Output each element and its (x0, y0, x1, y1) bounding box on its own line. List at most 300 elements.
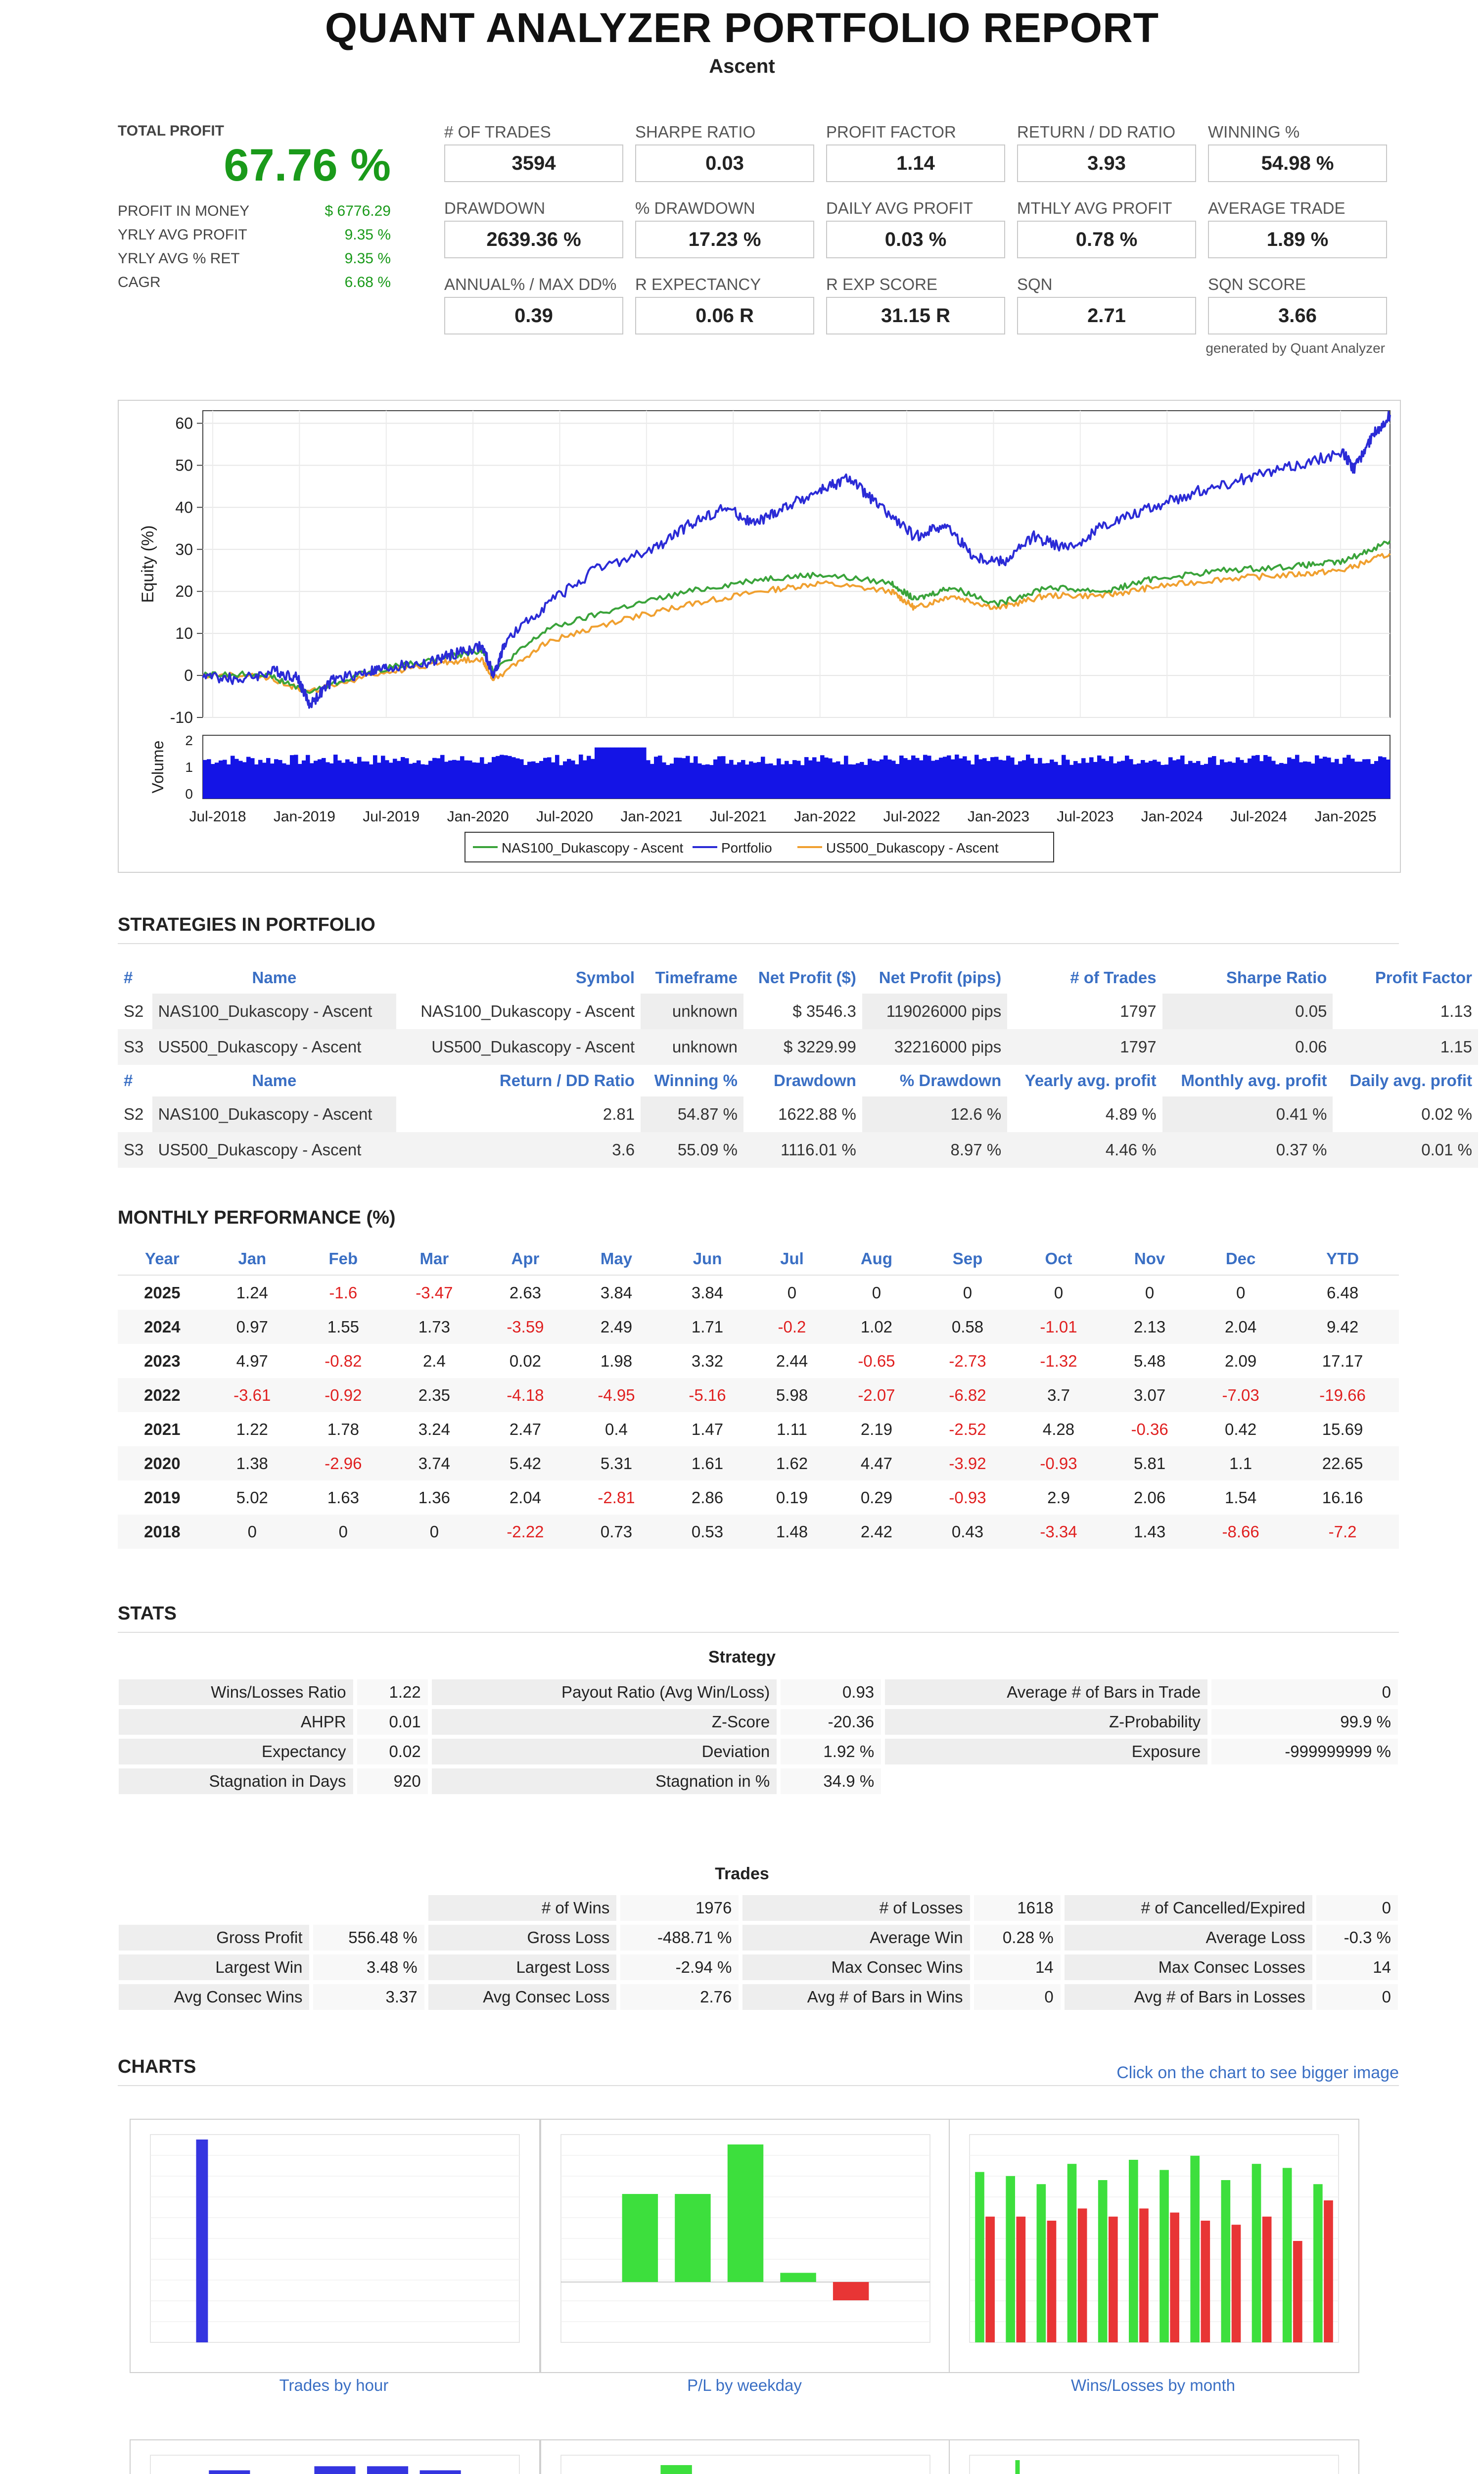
volume-bar (943, 757, 947, 799)
volume-bar (828, 759, 833, 799)
volume-bar (955, 755, 959, 799)
y-tick-label: 0 (184, 666, 193, 685)
volume-bar (872, 761, 876, 799)
volume-bar (610, 748, 615, 799)
volume-bar (242, 762, 247, 799)
bigger-image-link[interactable]: Click on the chart to see bigger image (1116, 2063, 1399, 2082)
volume-bar (1339, 764, 1343, 799)
thumb-loss-bar (1293, 2241, 1302, 2342)
volume-bar (1002, 761, 1007, 799)
thumb-win-bar (1037, 2184, 1046, 2342)
col-header: Daily avg. profit (1349, 1071, 1472, 1090)
volume-bar (733, 764, 738, 799)
thumbnail-svg (541, 2120, 950, 2372)
thumb-loss-bar (1047, 2221, 1057, 2342)
volume-bar (357, 757, 362, 799)
col-header: Feb (298, 1243, 389, 1275)
volume-bar (567, 759, 571, 799)
volume-bar (638, 748, 643, 799)
volume-bar (725, 763, 730, 799)
volume-bar (314, 761, 318, 799)
volume-bar (333, 755, 338, 799)
volume-bar (678, 758, 682, 799)
volume-bar (1271, 761, 1276, 799)
volume-bar (998, 760, 1003, 799)
volume-bar (646, 760, 650, 799)
volume-bar (270, 763, 275, 799)
volume-bar (765, 764, 769, 799)
thumb-win-bar (1016, 2460, 1020, 2474)
volume-bar (1358, 761, 1363, 799)
volume-bar (215, 762, 219, 799)
volume-bar (1026, 755, 1030, 799)
volume-bar (796, 761, 801, 799)
volume-bar (575, 764, 579, 799)
strategies-table-1 (118, 962, 1478, 1168)
thumb-bar (833, 2282, 869, 2300)
volume-bar (381, 756, 385, 799)
volume-bar (480, 757, 484, 799)
volume-bar (606, 748, 611, 799)
x-tick-label: Jul-2024 (1230, 809, 1288, 825)
volume-bar (515, 759, 520, 799)
table-row: 2018 0 0 0 -2.22 0.73 0.53 1.48 2.42 0.43 -3.34 1.43 -8.66 -7.2 (118, 1515, 1399, 1549)
volume-bar (891, 761, 896, 799)
col-header: Year (118, 1243, 207, 1275)
col-header: Net Profit ($) (758, 968, 856, 987)
volume-bar (820, 755, 825, 799)
thumb-win-bar (1283, 2168, 1292, 2342)
thumb-bar (196, 2140, 208, 2342)
strategy-stats-table (115, 1675, 1402, 1798)
volume-bar (500, 755, 504, 799)
volume-bar (923, 755, 928, 799)
thumbnail-svg (131, 2120, 539, 2372)
table-row: Avg Consec Wins 3.37 Avg Consec Loss 2.76 Avg # of Bars in Wins 0 Avg # of Bars in Losses 0 (119, 1984, 1398, 2010)
table-row: 2021 1.22 1.78 3.24 2.47 0.4 1.47 1.11 2.19 -2.52 4.28 -0.36 0.42 15.69 (144, 1420, 1363, 1438)
summary-row: YRLY AVG % RET 9.35 % (118, 250, 391, 267)
table-row: 2019 5.02 1.63 1.36 2.04 -2.81 2.86 0.19 0.29 -0.93 2.9 2.06 1.54 16.16 (144, 1488, 1363, 1507)
volume-bar (527, 762, 532, 799)
volume-bar (1141, 760, 1145, 799)
x-tick-label: Jul-2022 (883, 809, 940, 825)
volume-bar (1089, 757, 1094, 799)
volume-bar (1062, 755, 1066, 799)
col-header: % Drawdown (899, 1071, 1002, 1090)
volume-bar (812, 757, 817, 799)
volume-bar (1137, 763, 1141, 799)
volume-bar (666, 765, 670, 799)
stats-title: STATS (118, 1603, 177, 1624)
volume-bar (1117, 761, 1121, 799)
table-row: S3 US500_Dukascopy - Ascent US500_Dukascopy - Ascent unknown $ 3229.99 32216000 pips 1797 0.06 1.15 (118, 1029, 1478, 1065)
volume-bar (234, 759, 239, 799)
volume-bar (599, 748, 603, 799)
thumb-loss-bar (1201, 2221, 1210, 2342)
volume-bar (880, 760, 884, 799)
col-header: Profit Factor (1375, 968, 1472, 987)
volume-bar (1066, 760, 1070, 799)
volume-bar (211, 764, 215, 799)
volume-bar (238, 761, 243, 799)
metric-profit-factor: PROFIT FACTOR 1.14 (826, 123, 1005, 182)
metric-sqn: SQN 2.71 (1017, 275, 1196, 334)
volume-bar (428, 761, 433, 799)
thumb-loss-bar (1262, 2217, 1272, 2342)
volume-bar (401, 757, 405, 799)
thumb-bar (367, 2466, 408, 2474)
x-tick-label: Jul-2020 (536, 809, 594, 825)
volume-bar (436, 758, 441, 799)
volume-bar (994, 757, 999, 799)
volume-bar (444, 761, 449, 799)
volume-bar (1382, 757, 1387, 799)
volume-bar (603, 748, 607, 799)
volume-bar (1010, 758, 1015, 799)
volume-bar (1244, 763, 1248, 799)
volume-bar (468, 761, 472, 799)
volume-bar (642, 748, 647, 799)
volume-tick-label: 2 (185, 733, 193, 748)
volume-bar (1149, 761, 1153, 799)
legend-item: US500_Dukascopy - Ascent (826, 840, 999, 856)
thumb-win-bar (975, 2172, 984, 2342)
col-header: # (124, 1071, 133, 1090)
metric-monthly-avg: MTHLY AVG PROFIT 0.78 % (1017, 199, 1196, 258)
volume-bar (278, 760, 282, 799)
volume-bar (310, 763, 314, 799)
volume-bar (322, 758, 326, 799)
volume-bar (1252, 756, 1256, 799)
volume-bar (1354, 761, 1359, 799)
volume-bar (1160, 765, 1165, 799)
volume-bar (1058, 765, 1062, 799)
thumb-bar (209, 2471, 250, 2474)
volume-bar (325, 762, 330, 799)
chart-caption[interactable]: Wins/Losses by month (1071, 2376, 1235, 2394)
volume-bar (848, 764, 852, 799)
volume-ticks (185, 733, 193, 802)
volume-bar (373, 755, 377, 799)
volume-bar (1145, 762, 1149, 799)
volume-bar (634, 748, 639, 799)
metric-winning: WINNING % 54.98 % (1208, 123, 1387, 182)
chart-thumbnail[interactable] (949, 2119, 1359, 2373)
volume-bar (737, 762, 742, 799)
volume-bar (1196, 761, 1201, 799)
volume-bar (963, 756, 967, 799)
col-header: YTD (1286, 1243, 1399, 1275)
volume-bar (1255, 755, 1260, 799)
volume-bar (721, 756, 726, 799)
chart-caption[interactable]: P/L by weekday (687, 2376, 802, 2394)
x-tick-label: Jan-2021 (620, 809, 683, 825)
thumbnail-svg (950, 2440, 1358, 2474)
x-tick-label: Jan-2023 (967, 809, 1030, 825)
chart-caption[interactable]: Trades by hour (279, 2376, 389, 2394)
trades-stats-table (115, 1891, 1402, 2014)
thumb-plot-area (561, 2455, 930, 2474)
volume-bar (488, 762, 492, 799)
volume-bar (694, 756, 698, 799)
report-subtitle: Ascent (709, 55, 775, 77)
x-tick-label: Jan-2022 (794, 809, 856, 825)
thumb-win-bar (1313, 2184, 1323, 2342)
volume-bar (595, 748, 599, 799)
volume-bar (1069, 765, 1074, 799)
volume-bar (440, 755, 445, 799)
volume-bar (1216, 765, 1220, 799)
table-row: # of Wins 1976 # of Losses 1618 # of Cancelled/Expired 0 (119, 1895, 1398, 1921)
volume-bar (1279, 763, 1284, 799)
monthly-table (118, 1243, 1399, 1549)
thumb-loss-bar (1170, 2213, 1179, 2342)
volume-bar (899, 756, 904, 799)
volume-bar (492, 757, 496, 799)
col-header: # (124, 968, 133, 987)
thumb-bar (622, 2194, 658, 2282)
volume-bar (1346, 755, 1351, 799)
volume-bar (876, 761, 880, 799)
x-tick-label: Jul-2019 (363, 809, 420, 825)
volume-bar (1275, 764, 1280, 799)
volume-bar (686, 756, 690, 799)
volume-bar (1323, 757, 1327, 799)
volume-bar (788, 764, 793, 799)
volume-bar (282, 763, 286, 799)
y-tick-label: 20 (175, 582, 193, 601)
y-tick-label: 10 (175, 624, 193, 643)
col-header: Jun (662, 1243, 753, 1275)
volume-bar (405, 758, 409, 799)
volume-bar (1331, 762, 1335, 799)
volume-bar (1228, 761, 1232, 799)
volume-bar (349, 761, 354, 799)
table-row: Stagnation in Days 920 Stagnation in % 34.9 % (119, 1768, 1398, 1794)
volume-bar (1153, 760, 1157, 799)
volume-bar (761, 757, 765, 799)
equity-x-ticks (189, 809, 1376, 825)
volume-bar (579, 755, 583, 799)
volume-bar (472, 762, 476, 799)
volume-label: Volume (149, 740, 167, 794)
volume-bar (745, 764, 749, 799)
volume-bar (800, 765, 805, 799)
volume-bar (1050, 760, 1054, 799)
volume-bar (682, 758, 686, 799)
thumb-loss-bar (1109, 2217, 1118, 2342)
volume-bar (393, 759, 397, 799)
volume-bar (1113, 763, 1117, 799)
volume-bar (650, 764, 654, 799)
thumb-bar (314, 2466, 355, 2474)
legend-item: Portfolio (721, 840, 772, 856)
volume-bar (1093, 762, 1098, 799)
volume-bar (523, 765, 528, 799)
volume-bar (203, 760, 207, 799)
volume-bar (1248, 759, 1252, 799)
thumbnail-svg (131, 2440, 539, 2474)
volume-bar (1287, 758, 1292, 799)
volume-bar (927, 756, 931, 799)
volume-bar (1034, 763, 1038, 799)
volume-bar (947, 756, 951, 799)
volume-bar (705, 764, 710, 799)
equity-legend (465, 832, 1054, 862)
volume-bar (1335, 759, 1339, 799)
table-row: Largest Win 3.48 % Largest Loss -2.94 % Max Consec Wins 14 Max Consec Losses 14 (119, 1954, 1398, 1980)
volume-bar (1319, 759, 1323, 799)
equity-chart[interactable] (118, 400, 1401, 873)
volume-bar (547, 758, 552, 799)
volume-bar (254, 764, 259, 799)
col-header: Nov (1104, 1243, 1195, 1275)
table-row: 2022 -3.61 -0.92 2.35 -4.18 -4.95 -5.16 5.98 -2.07 -6.82 3.7 3.07 -7.03 -19.66 (118, 1378, 1399, 1412)
volume-bar (448, 761, 453, 799)
x-tick-label: Jan-2019 (273, 809, 335, 825)
volume-bar (690, 763, 694, 799)
volume-bar (626, 748, 631, 799)
volume-bar (1125, 756, 1129, 799)
volume-bar (986, 761, 991, 799)
volume-bar (1374, 761, 1379, 799)
chart-thumbnail[interactable] (130, 2439, 540, 2474)
volume-bar (1362, 759, 1367, 799)
volume-bar (341, 762, 346, 799)
table-row: Wins/Losses Ratio 1.22 Payout Ratio (Avg Win/Loss) 0.93 Average # of Bars in Trade 0 (119, 1679, 1398, 1705)
volume-bar (1263, 755, 1268, 799)
chart-thumbnail[interactable] (540, 2439, 951, 2474)
volume-bar (417, 761, 421, 799)
volume-bar (207, 759, 211, 799)
chart-thumbnail[interactable] (130, 2119, 540, 2373)
thumb-loss-bar (985, 2217, 995, 2342)
thumb-win-bar (1159, 2170, 1169, 2343)
trades-subhead: Trades (715, 1864, 769, 1883)
metric-sharpe: SHARPE RATIO 0.03 (635, 123, 814, 182)
volume-bar (1097, 756, 1102, 799)
summary-row: CAGR 6.68 % (118, 274, 391, 290)
x-tick-label: Jul-2018 (189, 809, 246, 825)
volume-bar (773, 765, 777, 799)
volume-bar (1038, 758, 1042, 799)
thumb-loss-bar (1078, 2208, 1087, 2342)
volume-bar (484, 764, 488, 799)
volume-bar (777, 759, 781, 799)
col-header: Name (252, 1071, 297, 1090)
col-header: Sep (922, 1243, 1013, 1275)
volume-bar (903, 758, 908, 799)
volume-bar (792, 760, 797, 799)
volume-bar (1172, 761, 1177, 799)
volume-bar (535, 763, 540, 799)
volume-bar (622, 748, 627, 799)
volume-bar (318, 760, 322, 799)
volume-bar (583, 761, 587, 799)
volume-bar (852, 764, 856, 799)
volume-bar (266, 758, 271, 799)
volume-bar (385, 760, 389, 799)
volume-bar (1220, 760, 1224, 799)
volume-bar (345, 760, 350, 799)
volume-bar (555, 755, 559, 799)
metric-sqn-score: SQN SCORE 3.66 (1208, 275, 1387, 334)
volume-bar (1212, 756, 1216, 799)
thumbnail-svg (950, 2120, 1358, 2372)
strategies-title: STRATEGIES IN PORTFOLIO (118, 914, 375, 935)
volume-bar (959, 759, 963, 799)
volume-bar (290, 755, 294, 799)
volume-bar (864, 765, 868, 799)
volume-bar (769, 763, 773, 799)
col-header: May (571, 1243, 662, 1275)
thumb-win-bar (1252, 2164, 1261, 2342)
volume-bar (298, 764, 302, 799)
volume-bar (982, 758, 987, 799)
volume-bar (709, 765, 714, 799)
thumb-loss-bar (1139, 2208, 1149, 2342)
volume-bar (749, 761, 753, 799)
col-header: # of Trades (1070, 968, 1157, 987)
thumb-bar (660, 2465, 692, 2474)
volume-bar (456, 761, 461, 799)
y-tick-label: 50 (175, 456, 193, 475)
col-header: Symbol (575, 968, 635, 987)
col-header: Name (252, 968, 297, 987)
volume-bar (306, 755, 310, 799)
chart-thumbnail[interactable] (540, 2119, 951, 2373)
x-tick-label: Jan-2025 (1314, 809, 1377, 825)
volume-bar (1200, 765, 1205, 799)
metric-trades: # OF TRADES 3594 (444, 123, 623, 182)
volume-bar (1378, 757, 1383, 799)
volume-bar (519, 759, 524, 799)
volume-bar (1168, 757, 1173, 799)
volume-bar (420, 764, 425, 799)
volume-bar (329, 763, 334, 799)
volume-tick-label: 0 (185, 786, 193, 802)
volume-bar (816, 761, 821, 799)
equity-y-ticks (170, 414, 203, 726)
volume-bar (931, 761, 935, 799)
volume-bar (907, 760, 912, 799)
chart-thumbnail[interactable] (949, 2439, 1359, 2474)
y-tick-label: 40 (175, 498, 193, 517)
volume-bar (1291, 759, 1296, 799)
volume-bar (1240, 760, 1244, 799)
table-row: S2 NAS100_Dukascopy - Ascent 2.81 54.87 % 1622.88 % 12.6 % 4.89 % 0.41 % 0.02 % (118, 1096, 1478, 1132)
volume-bar (587, 756, 591, 799)
volume-bar (504, 755, 508, 799)
volume-bar (1184, 764, 1189, 799)
volume-bar (674, 758, 678, 799)
volume-bar (1180, 756, 1185, 799)
volume-bar (1327, 758, 1331, 799)
col-header: Net Profit (pips) (879, 968, 1002, 987)
volume-bar (361, 761, 366, 799)
volume-bar (757, 762, 761, 799)
col-header: Sharpe Ratio (1226, 968, 1327, 987)
volume-bar (658, 756, 662, 799)
thumbnail-svg (541, 2440, 950, 2474)
volume-bar (1129, 759, 1133, 799)
volume-bar (1105, 761, 1110, 799)
volume-bar (717, 756, 722, 799)
generated-by: generated by Quant Analyzer (1206, 340, 1385, 356)
thumb-win-bar (1190, 2156, 1200, 2342)
volume-bar (508, 756, 512, 799)
volume-bar (808, 761, 813, 799)
